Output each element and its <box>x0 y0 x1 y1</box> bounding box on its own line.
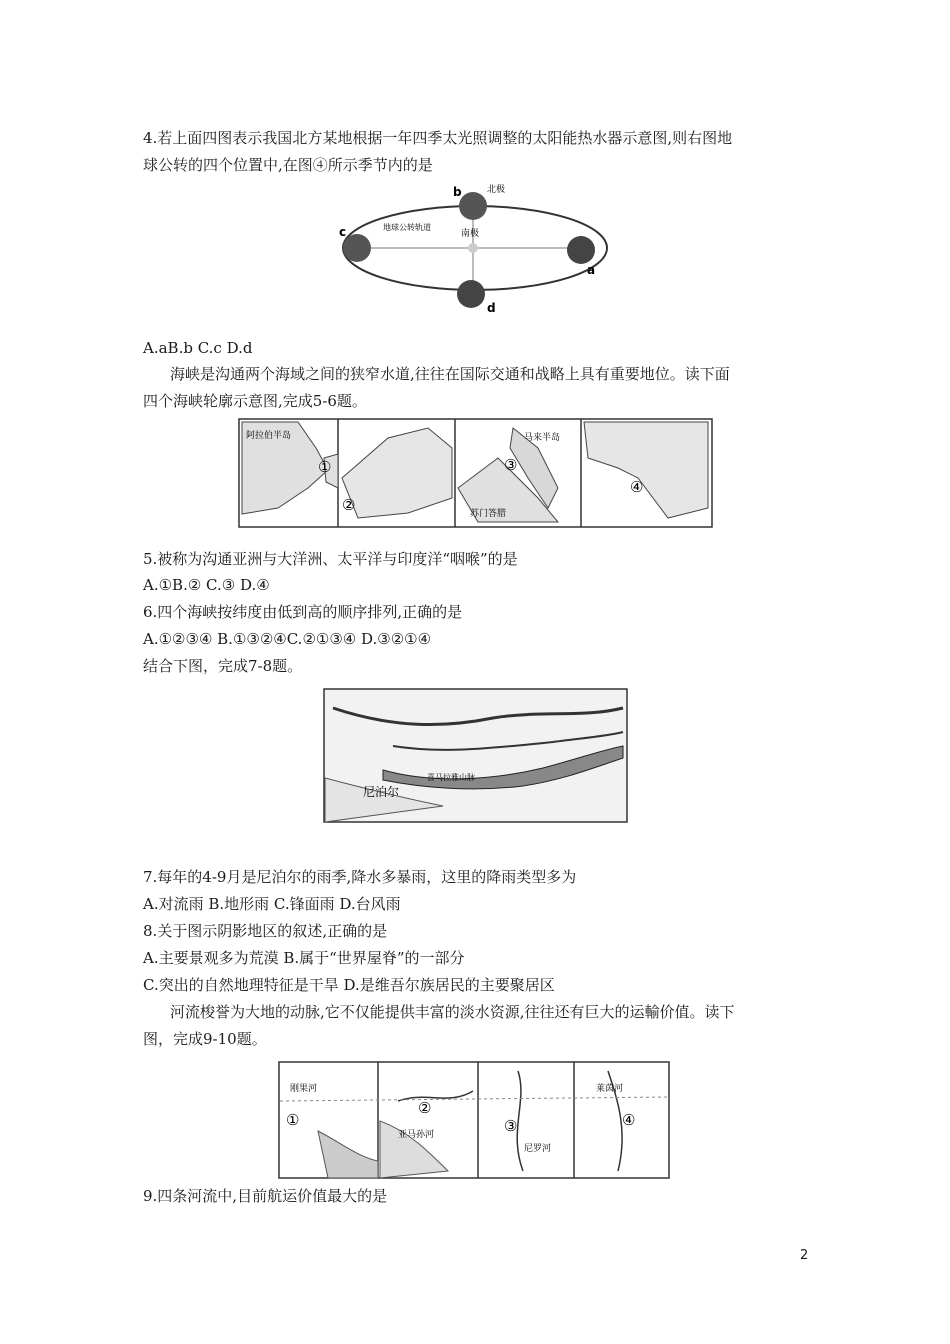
strait-label-sumatra: 苏门答腊 <box>470 509 507 519</box>
strait-label-malay: 马来半岛 <box>524 433 561 443</box>
orbit-label-a: a <box>587 263 596 277</box>
river-label-1: 刚果河 <box>290 1084 318 1094</box>
question-4-line-1: 4.若上面四图表示我国北方某地根据一年四季太光照调整的太阳能热水器示意图,则右图地 <box>143 129 733 147</box>
strait-3-marker: ③ <box>504 456 518 474</box>
question-4-line-2: 球公转的四个位置中,在图④所示季节内的是 <box>143 156 433 174</box>
question-9: 9.四条河流中,目前航运价值最大的是 <box>143 1187 388 1205</box>
strait-label-arabia: 阿拉伯半岛 <box>246 431 292 441</box>
river-2-marker: ② <box>418 1099 432 1117</box>
orbit-label-d: d <box>487 301 496 315</box>
strait-2-marker: ② <box>342 496 356 514</box>
intro-9-10-line-1: 河流梭誉为大地的动脉,它不仅能提供丰富的淡水资源,往往还有巨大的运輸价值。读下 <box>170 1003 735 1021</box>
river-1-marker: ① <box>286 1111 300 1129</box>
orbit-label-c: c <box>339 225 347 239</box>
river-3-marker: ③ <box>504 1117 518 1135</box>
question-6-options: A.①②③④ B.①③②④C.②①③④ D.③②①④ <box>143 630 432 648</box>
orbit-label-track: 地球公转轨道 <box>383 223 431 232</box>
question-6: 6.四个海峡按纬度由低到高的顺序排列,正确的是 <box>143 603 463 621</box>
question-8-options-cd: C.突出的自然地理特征是干旱 D.是维吾尔族居民的主要聚居区 <box>143 976 555 994</box>
nepal-label-himalaya: 喜马拉雅山脉 <box>427 773 475 782</box>
question-7-options: A.对流雨 B.地形雨 C.锋面雨 D.台风雨 <box>143 895 401 913</box>
question-4-options: A.aB.b C.c D.d <box>143 339 253 357</box>
nepal-map-figure <box>323 688 628 823</box>
strait-4-marker: ④ <box>630 478 644 496</box>
straits-figure <box>238 418 713 528</box>
nepal-label-country: 尼泊尔 <box>363 785 400 799</box>
question-5-options: A.①B.② C.③ D.④ <box>143 576 270 594</box>
question-5: 5.被称为沟通亚洲与大洋洲、太平洋与印度洋“咽喉”的是 <box>143 550 518 568</box>
orbit-label-north: 北极 <box>487 185 506 195</box>
rivers-figure <box>278 1061 670 1179</box>
strait-1-marker: ① <box>318 458 332 476</box>
intro-7-8: 结合下图，完成7-8题。 <box>143 657 303 675</box>
river-label-3: 尼罗河 <box>524 1144 552 1154</box>
orbit-label-south: 南极 <box>461 229 480 239</box>
question-8: 8.关于图示阴影地区的叙述,正确的是 <box>143 922 388 940</box>
earth-orbit-figure <box>335 178 615 318</box>
river-4-marker: ④ <box>622 1111 636 1129</box>
page-number: 2 <box>800 1248 809 1263</box>
intro-5-6-line-2: 四个海峡轮廓示意图,完成5-6题。 <box>143 392 367 410</box>
question-8-options-ab: A.主要景观多为荒漠 B.属于“世界屋脊”的一部分 <box>143 949 465 967</box>
river-label-2: 亚马孙河 <box>398 1130 435 1140</box>
intro-9-10-line-2: 图，完成9-10题。 <box>143 1030 267 1048</box>
river-label-4: 莱茵河 <box>596 1084 624 1094</box>
orbit-label-b: b <box>453 185 462 199</box>
intro-5-6-line-1: 海峡是沟通两个海域之间的狭窄水道,往往在国际交通和战略上具有重要地位。读下面 <box>170 365 730 383</box>
question-7: 7.每年的4-9月是尼泊尔的雨季,降水多暴雨，这里的降雨类型多为 <box>143 868 577 886</box>
